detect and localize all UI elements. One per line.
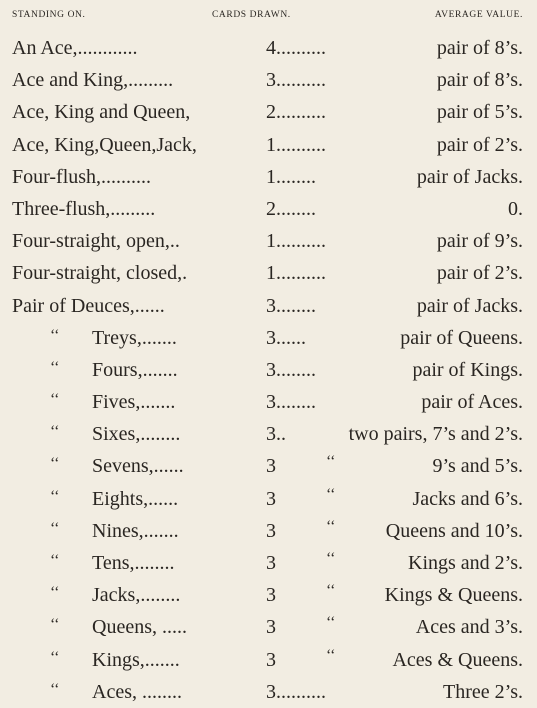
cell-cards-drawn: 3...... [266, 326, 306, 349]
cell-cards-drawn: 3 [266, 648, 276, 671]
table-row [0, 96, 537, 128]
cell-average-value: pair of 5’s. [436, 101, 523, 124]
table-row [0, 483, 537, 515]
cell-cards-drawn: 1.......... [266, 262, 326, 285]
table-row [0, 611, 537, 643]
cell-standing: Aces, ........ [92, 680, 182, 703]
ditto-mark: ‘‘ [50, 487, 60, 505]
cell-average-value: Kings & Queens. [384, 584, 523, 607]
cell-average-value: Aces and 3’s. [415, 616, 523, 639]
ditto-mark: ‘‘ [50, 680, 60, 698]
table-row [0, 64, 537, 96]
table-row [0, 129, 537, 161]
ditto-mark-value: ‘‘ [326, 453, 336, 471]
ditto-mark: ‘‘ [50, 455, 60, 473]
cell-average-value: pair of 9’s. [436, 230, 523, 253]
table-row [0, 322, 537, 354]
ditto-mark-value: ‘‘ [326, 485, 336, 503]
table-row [0, 418, 537, 450]
table-row [0, 515, 537, 547]
cell-average-value: pair of 8’s. [436, 69, 523, 92]
cell-average-value: pair of Jacks. [416, 294, 523, 317]
table-row [0, 32, 537, 64]
ditto-mark-value: ‘‘ [326, 646, 336, 664]
cell-standing: Eights,...... [92, 487, 179, 510]
cell-average-value: Three 2’s. [443, 680, 523, 703]
cell-standing: An Ace,............ [12, 37, 138, 59]
cell-standing: Treys,....... [92, 326, 177, 349]
cell-average-value: Queens and 10’s. [385, 519, 523, 542]
cell-cards-drawn: 1.......... [266, 133, 326, 156]
header-cards-drawn: CARDS DRAWN. [212, 10, 291, 20]
ditto-mark-value: ‘‘ [326, 517, 336, 535]
cell-standing: Tens,........ [92, 552, 175, 574]
cell-cards-drawn: 3 [266, 616, 276, 639]
header-average-value: AVERAGE VALUE. [434, 10, 523, 20]
header-standing: STANDING ON. [12, 10, 86, 20]
cell-standing: Sixes,........ [92, 423, 181, 446]
cell-standing: Fours,....... [92, 358, 178, 381]
cell-cards-drawn: 1........ [266, 165, 316, 188]
ditto-mark: ‘‘ [50, 519, 60, 537]
ditto-mark-value: ‘‘ [326, 614, 336, 632]
ditto-mark-value: ‘‘ [326, 550, 336, 567]
table-row [0, 676, 537, 708]
cell-standing: Four-straight, open,.. [12, 230, 180, 253]
cell-standing: Kings,....... [92, 648, 180, 671]
cell-average-value: pair of Jacks. [416, 165, 523, 188]
cell-standing: Ace and King,......... [12, 69, 174, 92]
table-row [0, 257, 537, 289]
cell-cards-drawn: 3.......... [266, 680, 326, 703]
cell-standing: Nines,....... [92, 519, 179, 542]
cell-cards-drawn: 3........ [266, 294, 316, 317]
table-row [0, 450, 537, 482]
cell-cards-drawn: 3 [266, 487, 276, 510]
table-row [0, 161, 537, 193]
cell-cards-drawn: 3.......... [266, 69, 326, 92]
cell-standing: Pair of Deuces,...... [12, 294, 165, 317]
table-row [0, 579, 537, 611]
cell-average-value: pair of 2’s. [436, 133, 523, 156]
cell-average-value: pair of 8’s. [436, 37, 523, 59]
cell-standing: Ace, King,Queen,Jack, [12, 133, 197, 156]
table-row [0, 354, 537, 386]
cell-cards-drawn: 3.. [266, 423, 286, 446]
cell-average-value: two pairs, 7’s and 2’s. [348, 423, 523, 446]
ditto-mark: ‘‘ [50, 552, 60, 569]
cell-average-value: Jacks and 6’s. [412, 487, 523, 510]
ditto-mark-value: ‘‘ [326, 582, 336, 600]
ditto-mark: ‘‘ [50, 584, 60, 602]
table-row [0, 547, 537, 579]
cell-standing: Ace, King and Queen, [12, 101, 191, 124]
cell-cards-drawn: 3 [266, 552, 276, 574]
table-row [0, 193, 537, 225]
ditto-mark: ‘‘ [50, 326, 60, 344]
table-row [0, 644, 537, 676]
cell-cards-drawn: 2.......... [266, 101, 326, 124]
cell-average-value: Aces & Queens. [392, 648, 523, 671]
cell-standing: Three-flush,......... [12, 197, 156, 220]
table-row [0, 386, 537, 418]
ditto-mark: ‘‘ [50, 423, 60, 441]
cell-cards-drawn: 3 [266, 519, 276, 542]
cell-standing: Jacks,........ [92, 584, 181, 607]
cell-average-value: 0. [508, 197, 523, 220]
cell-standing: Fives,....... [92, 391, 176, 414]
cell-cards-drawn: 1.......... [266, 230, 326, 253]
cell-average-value: pair of Kings. [412, 358, 523, 381]
cell-average-value: 9’s and 5’s. [432, 455, 523, 478]
ditto-mark: ‘‘ [50, 391, 60, 409]
cell-cards-drawn: 3 [266, 455, 276, 478]
cell-standing: Sevens,...... [92, 455, 184, 478]
cell-standing: Four-straight, closed,. [12, 262, 188, 285]
ditto-mark: ‘‘ [50, 358, 60, 376]
ditto-mark: ‘‘ [50, 648, 60, 666]
ditto-mark: ‘‘ [50, 616, 60, 634]
cell-average-value: pair of Aces. [421, 391, 523, 414]
cell-cards-drawn: 4.......... [266, 37, 326, 59]
table-row [0, 225, 537, 257]
cell-cards-drawn: 3 [266, 584, 276, 607]
table-row [0, 290, 537, 322]
cell-standing: Queens, ..... [92, 616, 187, 639]
column-headers [0, 10, 537, 26]
cell-standing: Four-flush,.......... [12, 165, 152, 188]
cell-average-value: Kings and 2’s. [408, 552, 523, 574]
odds-table [0, 32, 537, 708]
cell-cards-drawn: 3........ [266, 391, 316, 414]
cell-average-value: pair of Queens. [400, 326, 523, 349]
cell-cards-drawn: 2........ [266, 197, 316, 220]
cell-cards-drawn: 3........ [266, 358, 316, 381]
cell-average-value: pair of 2’s. [436, 262, 523, 285]
